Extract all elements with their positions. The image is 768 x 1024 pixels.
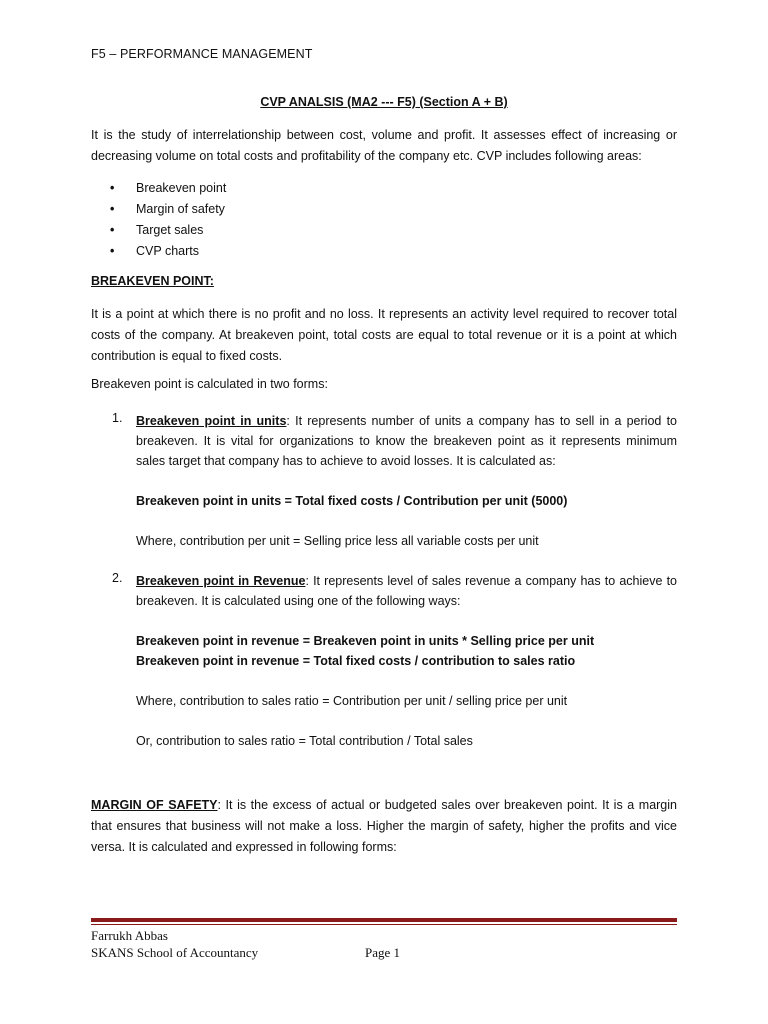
cvp-areas-list [110,178,226,262]
footer-author: Farrukh Abbas [91,928,168,943]
document-title: CVP ANALSIS (MA2 --- F5) (Section A + B) [260,95,508,109]
list-item: • Target sales [110,220,226,241]
item-lead: Breakeven point in units [136,414,287,428]
footer-divider-thin [91,924,677,925]
item-lead: Breakeven point in Revenue [136,574,306,588]
cs-ratio-definition: Where, contribution to sales ratio = Contribution per unit / selling price per unit [136,694,568,708]
margin-of-safety-paragraph [91,795,677,858]
page-header-title: F5 – PERFORMANCE MANAGEMENT [91,47,313,61]
item-body [136,571,677,611]
bullet-icon: • [110,223,115,237]
contribution-definition: Where, contribution per unit = Selling price less all variable costs per unit [136,534,539,548]
page-number: Page 1 [365,945,401,960]
formula-revenue-1: Breakeven point in revenue = Breakeven point in units * Selling price per unit [136,634,595,648]
item-body [136,411,677,471]
bullet-icon: • [110,244,115,258]
list-item: • Margin of safety [110,199,226,220]
forms-intro: Breakeven point is calculated in two forms: [91,377,328,391]
item-number: 1. [112,411,123,425]
margin-of-safety-text: : It is the excess of actual or budgeted sales over breakeven point. It is a margin that ensures that business will not make a loss. Higher the margin of safety, higher the profits and vice versa. It is calculated and expressed in following forms: [91,798,677,854]
bullet-icon: • [110,202,115,216]
footer-divider [91,918,677,922]
list-item: • CVP charts [110,241,226,262]
formula-revenue-2: Breakeven point in revenue = Total fixed costs / contribution to sales ratio [136,654,576,668]
formula-units: Breakeven point in units = Total fixed costs / Contribution per unit (5000) [136,494,568,508]
footer-school: SKANS School of Accountancy [91,945,259,960]
item-text: : It represents level of sales revenue a company has to achieve to breakeven. It is calculated using one of the following ways: [136,574,677,608]
margin-of-safety-heading: MARGIN OF SAFETY [91,798,218,812]
intro-paragraph: It is the study of interrelationship between cost, volume and profit. It assesses effect of increasing or decreasing volume on total costs and profitability of the company etc. CVP includes following areas: [91,128,677,163]
list-item: • Breakeven point [110,178,226,199]
breakeven-paragraph: It is a point at which there is no profit and no loss. It represents an activity level required to recover total costs of the company. At breakeven point, total costs are equal to total revenue or it is a point at which contribution is equal to fixed costs. [91,307,677,363]
item-number: 2. [112,571,123,585]
breakeven-revenue-item [91,571,677,611]
cs-ratio-alternative: Or, contribution to sales ratio = Total contribution / Total sales [136,734,473,748]
item-text: : It represents number of units a company has to sell in a period to breakeven. It is vital for organizations to know the breakeven point as it represents minimum sales target that company has to achieve to avoid losses. It is calculated as: [136,414,677,468]
breakeven-heading: BREAKEVEN POINT: [91,274,214,288]
bullet-icon: • [110,181,115,195]
breakeven-units-item [91,411,677,471]
